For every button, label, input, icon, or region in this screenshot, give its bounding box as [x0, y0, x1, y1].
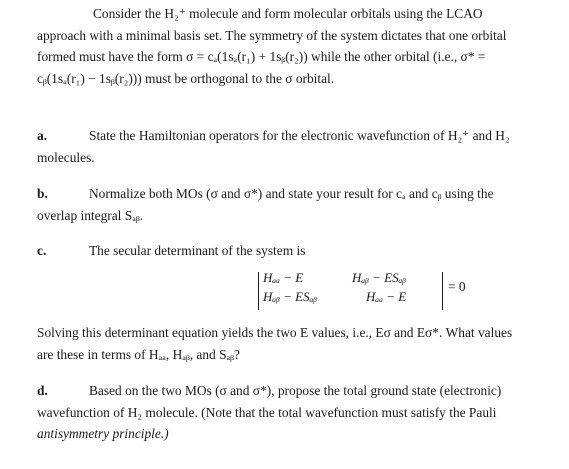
part-d-line-3: antisymmetry principle.): [37, 426, 169, 441]
det-a21: Hₐᵦ − ESₐᵦ: [263, 289, 318, 304]
part-a-label: a.: [37, 128, 48, 143]
det-rhs: = 0: [448, 279, 466, 294]
part-c-line-1: [37, 240, 557, 262]
part-b-line-1: [37, 183, 557, 205]
det-a22: Hₐₐ − E: [366, 289, 407, 304]
part-a: [37, 125, 557, 168]
part-b-text-1: Normalize both MOs (σ and σ*) and state your result for cₐ and cᵦ using the: [89, 186, 494, 201]
det-a12: Hₐᵦ − ESₐᵦ: [352, 270, 407, 285]
part-d-text-1: Based on the two MOs (σ and σ*), propose the total ground state (electronic): [89, 383, 502, 398]
part-c-text-1: The secular determinant of the system is: [89, 243, 306, 258]
det-a11: Hₐₐ − E: [263, 270, 304, 285]
part-d-line-1: [37, 380, 557, 402]
determinant-right-bar: [442, 272, 443, 310]
intro-line-1: Consider the H₂⁺ molecule and form molecular orbitals using the LCAO: [93, 6, 483, 21]
part-c-label: c.: [37, 243, 47, 258]
part-a-text-1: State the Hamiltonian operators for the electronic wavefunction of H₂⁺ and H₂: [89, 128, 510, 143]
intro-line-4: cᵦ(1sₐ(r₁) − 1sᵦ(r₂))) must be orthogonal to the σ orbital.: [37, 70, 335, 86]
part-d: [37, 380, 557, 445]
part-b-line-2: overlap integral Sₐᵦ.: [37, 207, 143, 223]
intro-line-3: formed must have the form σ = cₐ(1sₐ(r₁) + 1sᵦ(r₂)) while the other orbital (i.e., σ* =: [37, 49, 486, 64]
part-d-label: d.: [37, 383, 48, 398]
determinant-left-bar: [258, 272, 259, 310]
part-a-line-1: [37, 125, 557, 147]
part-c-line-2: Solving this determinant equation yields the two E values, i.e., Eσ and Eσ*. What values: [37, 325, 513, 340]
part-c: [37, 240, 557, 262]
part-a-line-2: molecules.: [37, 149, 95, 165]
part-c-followup: [37, 322, 557, 365]
intro-line-2: approach with a minimal basis set. The symmetry of the system dictates that one orbital: [37, 27, 507, 43]
part-d-line-2: wavefunction of H₂ molecule. (Note that the total wavefunction must satisfy the Pauli: [37, 404, 497, 420]
intro-paragraph: [37, 3, 557, 89]
part-c-line-3: are these in terms of Hₐₐ, Hₐᵦ, and Sₐᵦ?: [37, 346, 240, 362]
part-b: [37, 183, 557, 226]
part-b-label: b.: [37, 186, 48, 201]
